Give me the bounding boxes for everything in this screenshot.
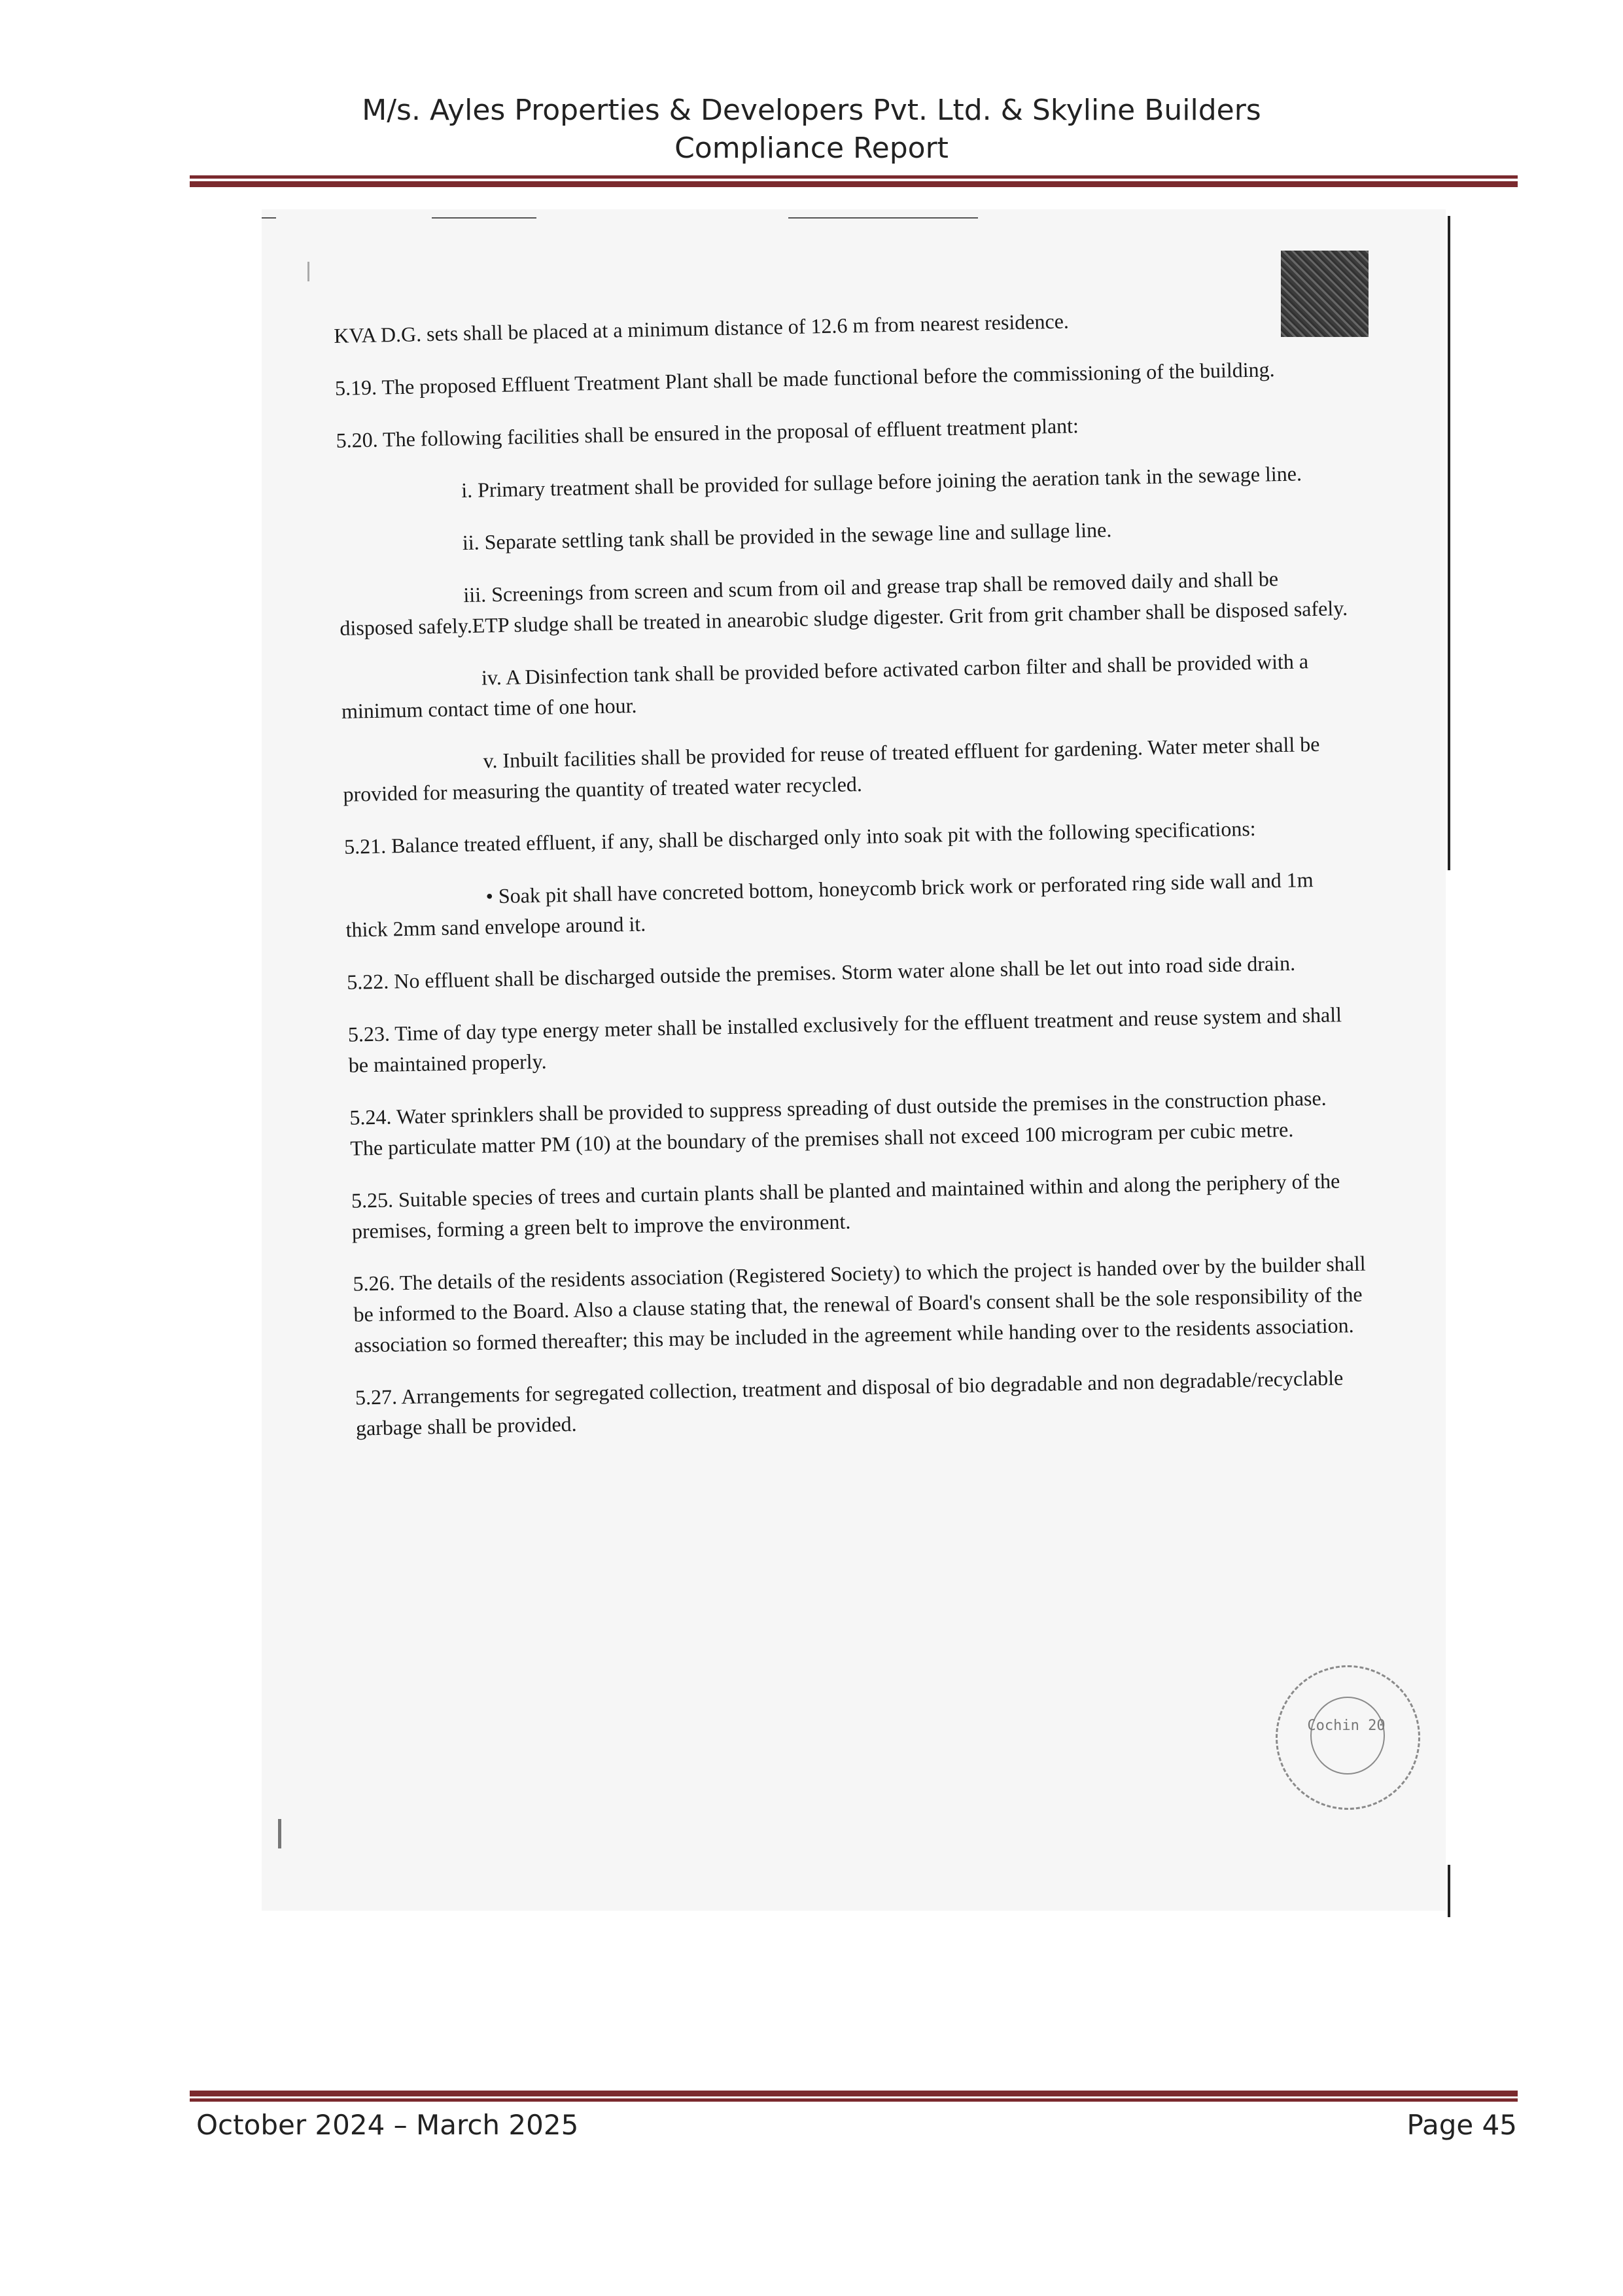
- header-rule-thin: [190, 175, 1518, 179]
- scan-speck: [307, 262, 309, 281]
- paragraph: 5.24. Water sprinklers shall be provided to suppress spreading of dust outside the premises in the construction phase. The particulate matter PM (10) at the boundary of the premises shall not exceed 100 microgram per cubic metre.: [349, 1086, 1327, 1160]
- paragraph: 5.25. Suitable species of trees and curtain plants shall be planted and maintained within and along the periphery of the premises, forming a green belt to improve the environment.: [351, 1169, 1340, 1243]
- scan-speck: [278, 1819, 281, 1848]
- header-rule-thick: [190, 181, 1518, 187]
- paragraph: iii. Screenings from screen and scum from oil and grease trap shall be removed daily and shall be disposed safely.ETP sludge shall be treated in anearobic sludge digester. Grit from grit chamber shall be disposed safely.: [340, 567, 1348, 640]
- scan-artifact-line: [262, 217, 276, 219]
- scan-artifact-line: [432, 217, 536, 219]
- paragraph: 5.20. The following facilities shall be ensured in the proposal of effluent treatment plant:: [336, 414, 1079, 452]
- footer-rule-thick: [190, 2091, 1518, 2096]
- scan-edge-line: [1448, 1865, 1450, 1917]
- footer-page-number: Page 45: [1406, 2109, 1517, 2141]
- paragraph: ii. Separate settling tank shall be provided in the sewage line and sullage line.: [462, 518, 1112, 555]
- paragraph: KVA D.G. sets shall be placed at a minimum distance of 12.6 m from nearest residence.: [334, 309, 1070, 347]
- paragraph: iv. A Disinfection tank shall be provided before activated carbon filter and shall be provided with a minimum contact time of one hour.: [341, 649, 1309, 723]
- paragraph: 5.27. Arrangements for segregated collection, treatment and disposal of bio degradable and non degradable/recyclable garbage shall be provided.: [355, 1366, 1344, 1440]
- paragraph: 5.26. The details of the residents association (Registered Society) to which the project is handed over by the builder shall be informed to the Board. Also a clause stating that, the renewal of Board's consent shall be the sole responsibility of the association so formed thereafter; this may be included in the agreement while handing over to the residents association.: [353, 1251, 1366, 1357]
- paragraph: • Soak pit shall have concreted bottom, honeycomb brick work or perforated ring side wall and 1m thick 2mm sand envelope around it.: [345, 868, 1314, 942]
- paragraph: 5.23. Time of day type energy meter shall be installed exclusively for the effluent treatment and reuse system and shall be maintained properly.: [347, 1002, 1342, 1077]
- paragraph: 5.19. The proposed Effluent Treatment Plant shall be made functional before the commissioning of the building.: [334, 357, 1275, 400]
- header-title: Compliance Report: [674, 132, 949, 165]
- paragraph: 5.21. Balance treated effluent, if any, shall be discharged only into soak pit with the following specifications:: [343, 816, 1256, 858]
- footer-period: October 2024 – March 2025: [196, 2109, 579, 2141]
- stamp-text: Cochin 20: [1307, 1718, 1386, 1734]
- paragraph: v. Inbuilt facilities shall be provided for reuse of treated effluent for gardening. Water meter shall be provided for measuring the quantity of treated water recycled.: [343, 732, 1320, 806]
- paragraph: 5.22. No effluent shall be discharged outside the premises. Storm water alone shall be let out into road side drain.: [346, 951, 1296, 994]
- report-header: [0, 92, 1623, 168]
- header-company: M/s. Ayles Properties & Developers Pvt. Ltd. & Skyline Builders: [362, 94, 1261, 127]
- paragraph: i. Primary treatment shall be provided for sullage before joining the aeration tank in the sewage line.: [461, 461, 1302, 503]
- scanned-text-block: [334, 300, 1370, 1466]
- scan-artifact-line: [788, 217, 978, 219]
- footer-rule-thin: [190, 2098, 1518, 2102]
- board-seal-stamp: [1276, 1665, 1420, 1810]
- scan-edge-line: [1448, 216, 1450, 870]
